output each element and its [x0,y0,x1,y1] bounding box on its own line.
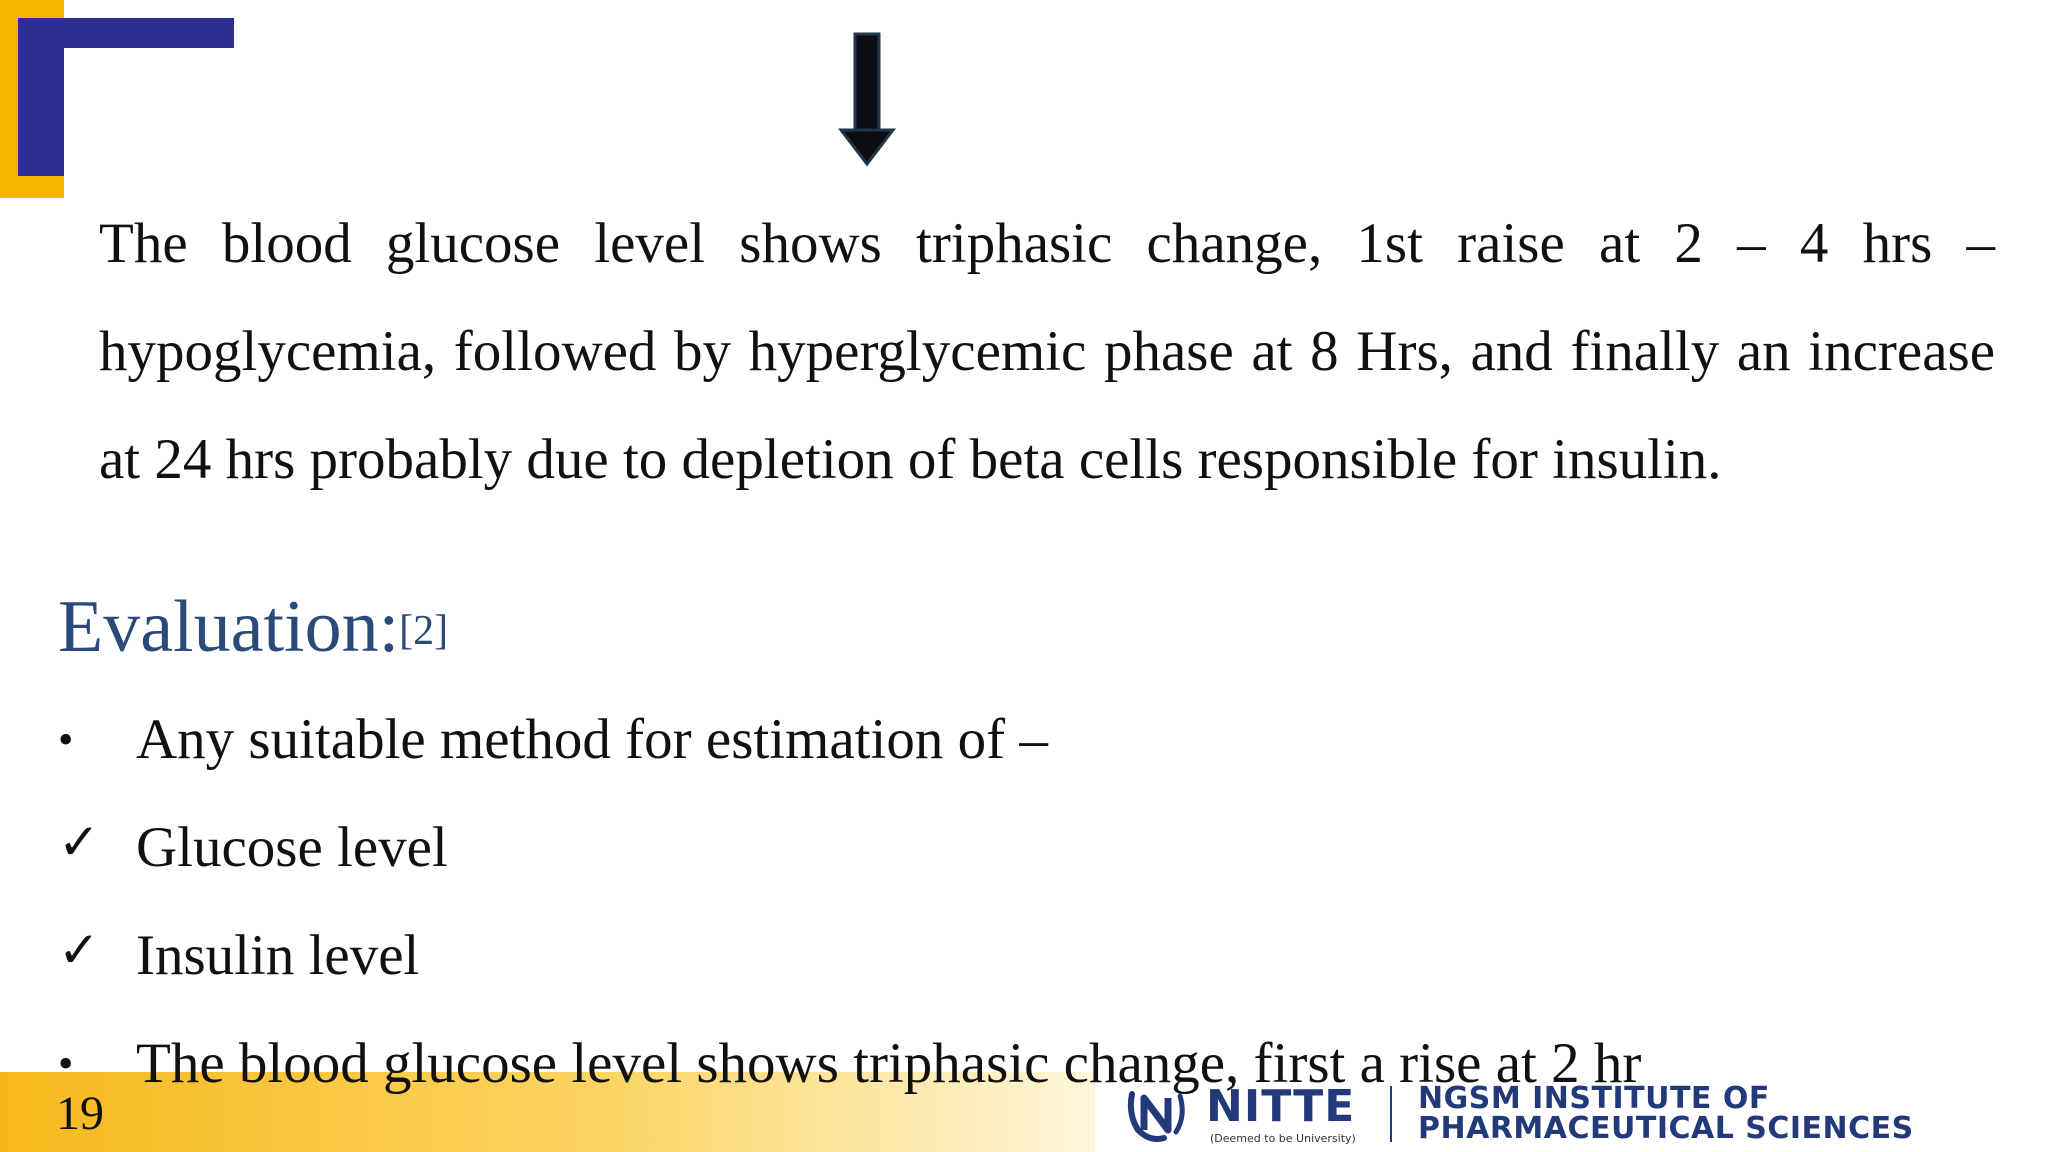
list-item-text: Insulin level [136,924,420,987]
check-icon: ✓ [58,922,100,978]
evaluation-heading [58,582,448,672]
list-item-text: The blood glucose level shows triphasic change, first a rise at 2 hr [136,1032,1642,1095]
evaluation-heading-text: Evaluation: [58,586,400,668]
logo-name: NITTE [1206,1081,1356,1132]
corner-decoration-blue-horizontal [18,18,234,48]
slide-number: 19 [56,1087,104,1140]
evaluation-reference: [2] [399,608,449,654]
body-paragraph: The blood glucose level shows triphasic change, 1st raise at 2 – 4 hrs – hypoglycemia, followed by hyperglycemic phase at 8 Hrs, and finally an increase at 24 hrs probably due to depletion of beta cells responsible for insulin. [99,212,1995,491]
bullet-icon: • [58,1039,74,1088]
bullet-icon: • [58,715,74,764]
logo-subtitle: (Deemed to be University) [1210,1132,1356,1145]
institute-line-1: NGSM INSTITUTE OF [1418,1081,1770,1116]
list-item-text: Any suitable method for estimation of – [136,708,1048,771]
list-item-text: Glucose level [136,816,448,879]
institute-line-2: PHARMACEUTICAL SCIENCES [1418,1111,1914,1146]
check-icon: ✓ [58,814,100,870]
down-arrow-icon [838,32,896,168]
